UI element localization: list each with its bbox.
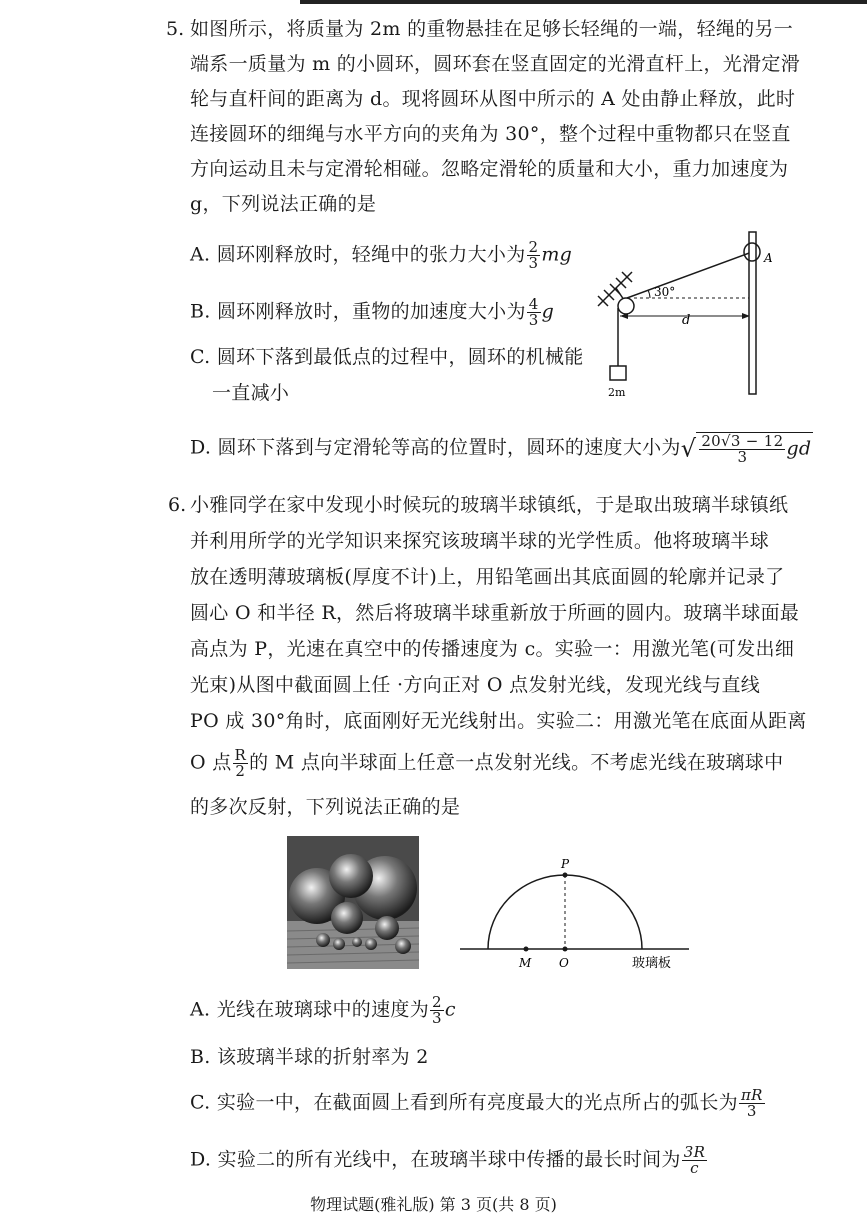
sqrt-icon: √ [680,434,697,463]
q6-hemisphere-figure [455,852,695,974]
q6-line-6: 光束)从图中截面圆上任 ·方向正对 O 点发射光线，发现光线与直线 [190,674,761,696]
label-glass-plate: 玻璃板 [632,956,672,971]
q6-line-8-post: 的 M 点向半球面上任意一点发射光线。不考虑光线在玻璃球中 [249,751,784,774]
q5-number: 5. [166,18,185,40]
q6-option-d [190,1145,708,1176]
q5-option-a-text: A. 圆环刚释放时，轻绳中的张力大小为 [190,243,526,266]
q5-pulley-figure [590,228,780,403]
q6-line-7: PO 成 30°角时，底面刚好无光线射出。实验二：用激光笔在底面从距离 [190,710,807,732]
rope-to-ring [627,252,752,298]
point-p [563,873,568,878]
scan-edge [300,0,867,4]
q6-line-9: 的多次反射，下列说法正确的是 [190,796,461,818]
angle-arc [648,290,650,298]
q5-line-4: 连接圆环的细绳与水平方向的夹角为 30°，整个过程中重物都只在竖直 [190,123,791,145]
q6-option-b: B. 该玻璃半球的折射率为 2 [190,1046,429,1068]
q5-line-1: 如图所示，将质量为 2m 的重物悬挂在足够长轻绳的一端，轻绳的另一 [190,18,794,40]
q6-line-3: 放在透明薄玻璃板(厚度不计)上，用铅笔画出其底面圆的轮廓并记录了 [190,566,785,588]
q5-option-b-unit: g [541,300,555,323]
q5-option-a [190,240,572,271]
q5-line-6: g，下列说法正确的是 [190,193,377,215]
fraction-num: 2 [432,993,442,1011]
q6-option-a-unit: c [444,998,456,1021]
page-footer: 物理试题(雅礼版) 第 3 页(共 8 页) [310,1195,557,1214]
q6-option-a [190,995,456,1026]
q6-line-4: 圆心 O 和半径 R，然后将玻璃半球重新放于所画的圆内。玻璃半球面最 [190,602,800,624]
q5-option-d-unit: gd [786,437,812,460]
q6-line-8 [190,748,783,779]
label-m: M [519,956,532,970]
fraction-num: 2 [528,238,539,256]
q6-line-1: 小雅同学在家中发现小时候玩的玻璃半球镇纸，于是取出玻璃半球镇纸 [190,494,789,516]
fraction-num: R [234,746,247,764]
q5-option-d [190,432,813,465]
vertical-rod [749,232,756,394]
fraction [233,748,249,779]
fraction [527,240,541,271]
fraction-den: 3 [737,448,748,466]
q5-option-a-unit: mg [541,243,573,266]
q5-option-c-line-1: C. 圆环下落到最低点的过程中，圆环的机械能 [190,346,584,368]
pulley [618,298,634,314]
point-m [524,947,529,952]
fraction-den: c [690,1159,699,1177]
q6-line-2: 并利用所学的光学知识来探究该玻璃半球的光学性质。他将玻璃半球 [190,530,770,552]
fraction-den: 3 [528,254,539,272]
fraction-num: πR [740,1086,763,1104]
sqrt-content [696,432,813,465]
fraction [699,434,785,465]
q5-line-3: 轮与直杆间的距离为 d。现将圆环从图中所示的 A 处由静止释放，此时 [190,88,796,110]
point-a-label: A [764,251,773,265]
q6-option-a-text: A. 光线在玻璃球中的速度为 [190,998,430,1021]
q6-line-5: 高点为 P，光速在真空中的传播速度为 c。实验一：用激光笔(可发出细 [190,638,795,660]
photo-image [287,836,419,969]
fraction-den: 3 [746,1102,757,1120]
q6-number: 6. [168,494,187,516]
fraction [682,1145,707,1176]
fraction-den: 3 [528,311,539,329]
q6-option-c [190,1088,766,1119]
q6-line-8-pre: O 点 [190,751,232,774]
q5-option-b-text: B. 圆环刚释放时，重物的加速度大小为 [190,300,526,323]
mass-label: 2m [608,386,626,399]
q5-option-b [190,297,554,328]
fraction [739,1088,765,1119]
fraction [430,995,444,1026]
hanging-mass [610,366,626,380]
q6-option-c-text: C. 实验一中，在截面圆上看到所有亮度最大的光点所占的弧长为 [190,1091,738,1114]
distance-label: d [682,313,691,328]
fraction-num: 3R [683,1143,706,1161]
q5-option-d-text: D. 圆环下落到与定滑轮等高的位置时，圆环的速度大小为 [190,436,681,459]
fraction-num: 20√3 − 12 [701,432,784,450]
fraction [527,297,541,328]
angle-label: 30° [654,285,676,299]
fraction-den: 3 [432,1009,442,1027]
label-p: P [561,857,570,871]
label-o: O [559,956,569,970]
fraction-den: 2 [235,762,246,780]
q6-option-d-text: D. 实验二的所有光线中，在玻璃半球中传播的最长时间为 [190,1148,681,1171]
q5-line-5: 方向运动且未与定滑轮相碰。忽略定滑轮的质量和大小，重力加速度为 [190,158,789,180]
q5-line-2: 端系一质量为 m 的小圆环，圆环套在竖直固定的光滑直杆上，光滑定滑 [190,53,800,75]
point-o [563,947,568,952]
fraction-num: 4 [528,295,539,313]
q5-option-c-line-2: 一直减小 [212,382,290,404]
glass-paperweight-photo [287,836,419,969]
